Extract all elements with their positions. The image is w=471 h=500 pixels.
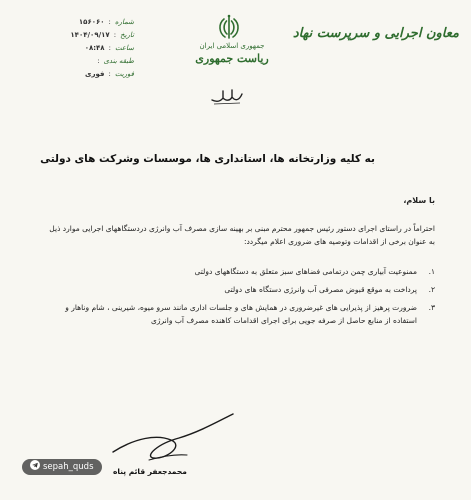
channel-handle: sepah_quds — [43, 462, 94, 472]
letter-greeting: با سلام، — [403, 196, 435, 205]
telegram-icon — [30, 460, 40, 470]
directive-list — [39, 265, 435, 332]
bismillah-calligraphy-icon — [210, 88, 244, 106]
presidency-subtitle: جمهوری اسلامی ایران — [199, 42, 265, 50]
meta-time: ساعت : ۰۸:۴۸ — [84, 44, 134, 52]
office-name: معاون اجرایی و سرپرست نهاد — [292, 26, 459, 41]
iran-emblem-icon — [214, 12, 244, 42]
meta-classification: طبقه بندی : — [97, 57, 134, 65]
meta-urgency: فوریت : فوری — [85, 70, 134, 78]
list-item: ۱. ممنوعیت آبیاری چمن درتمامی فضاهای سبز متعلق به دستگاههای دولتی — [194, 267, 435, 276]
list-item: ۲. پرداخت به موقع قبوض مصرفی آب وانرژی دستگاه های دولتی — [224, 285, 435, 294]
meta-number: شماره : ۱۵۶۰۶۰ — [78, 18, 134, 26]
letter-meta — [32, 16, 134, 81]
list-item: ۳. ضرورت پرهیز از پذیرایی های غیرضروری در همایش های و جلسات اداری مانند سرو میوه، شیرینی ، شام وناهار و استفاده از منابع حاصل از صرفه جویی برای اجرای اقدامات کاهنده مصرف آب وانرژی — [65, 303, 435, 325]
letter-intro: احتراماً در راستای اجرای دستور رئیس جمهور محترم مبنی بر بهینه سازی مصرف آب وانرژی دردستگاههای اجرایی موارد ذیل به عنوان برخی از اقدامات وتوصیه های ضروری اعلام میگردد: — [49, 224, 435, 246]
channel-watermark — [22, 459, 102, 475]
letter-address: به کلیه وزارتخانه ها، استانداری ها، موسسات وشرکت های دولتی — [40, 153, 375, 165]
meta-date: تاریخ : ۱۴۰۴/۰۹/۱۷ — [70, 31, 134, 39]
presidency-title: ریاست جمهوری — [195, 52, 269, 65]
signatory-name: محمدجعفر قائم پناه — [113, 467, 187, 476]
